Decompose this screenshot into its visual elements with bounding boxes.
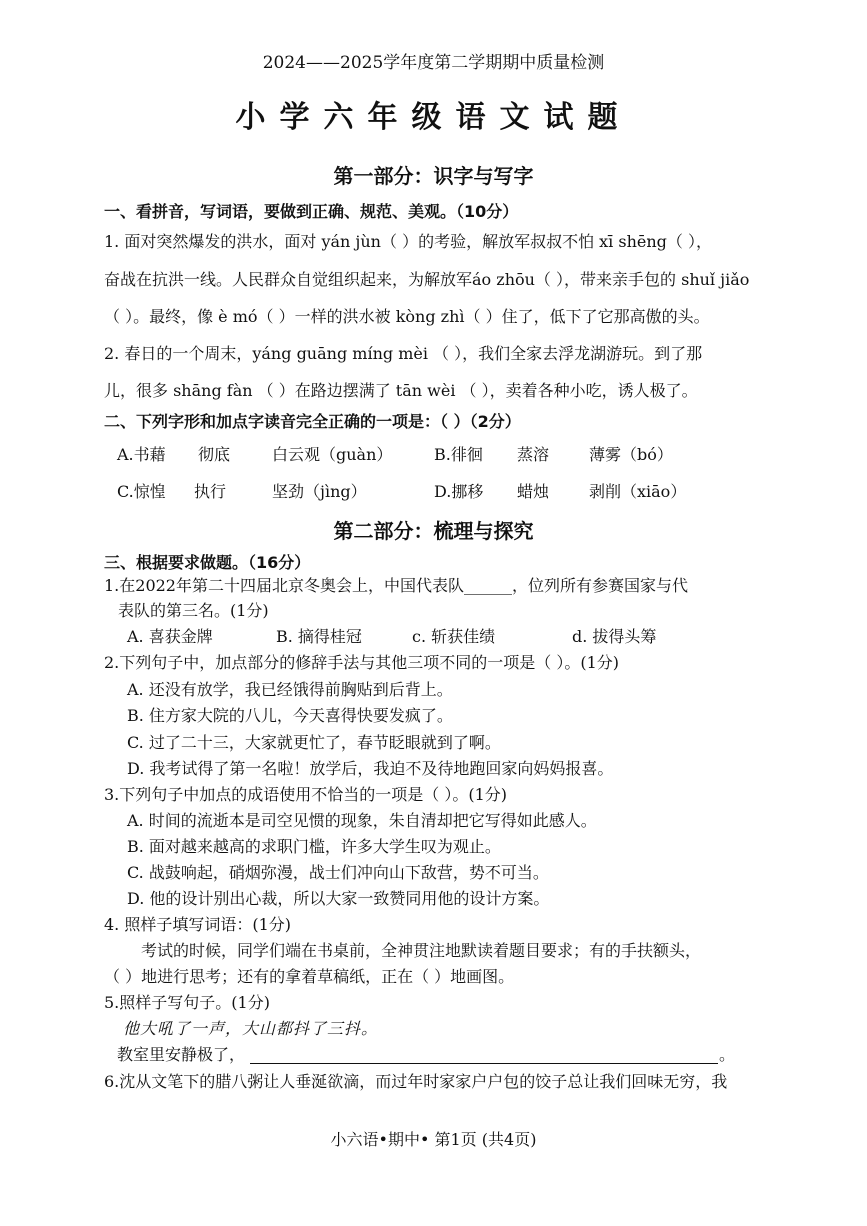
option-c-word1: C.惊惶 <box>117 482 166 501</box>
p2-q2-title: 2.下列句子中，加点部分的修辞手法与其他三项不同的一项是（ ）。(1分) <box>104 653 620 672</box>
option-c-word2: 执行 <box>194 482 227 501</box>
option-d-word2: 蜡烛 <box>517 482 550 501</box>
p2-q4-line1: 考试的时候，同学们端在书桌前，全神贯注地默读着题目要求；有的手扶额头， <box>141 941 702 960</box>
option-b-word2: 蒸溶 <box>517 445 550 464</box>
p2-q1-opt-c: c. 斩获佳绩 <box>412 627 496 646</box>
section3-title: 三、根据要求做题。（16分） <box>104 553 311 572</box>
p2-q5-title: 5.照样子写句子。(1分) <box>104 993 270 1012</box>
q1-line2: 奋战在抗洪一线。人民群众自觉组织起来，为解放军áo zhōu（ ），带来亲手包的 shuǐ jiǎo <box>104 270 750 289</box>
q2-line1: 2. 春日的一个周末，yáng guāng míng mèi （ ），我们全家去浮龙湖游玩。到了那 <box>104 344 703 363</box>
option-b-word3: 薄雾（bó） <box>589 445 673 464</box>
p2-q1-line1: 1.在2022年第二十四届北京冬奥会上，中国代表队______，位列所有参赛国家与代 <box>104 576 688 595</box>
p2-q3-opt-c: C. 战鼓响起，硝烟弥漫，战士们冲向山下敌营，势不可当。 <box>127 863 549 882</box>
section1-title: 一、看拼音，写词语，要做到正确、规范、美观。（10分） <box>104 202 519 221</box>
p2-q5-prompt: 教室里安静极了， <box>117 1045 246 1064</box>
p2-q3-opt-a: A. 时间的流逝本是司空见惯的现象，朱自清却把它写得如此感人。 <box>127 811 597 830</box>
section2-title: 二、下列字形和加点字读音完全正确的一项是：（ ）（2分） <box>104 412 521 431</box>
p2-q4-title: 4. 照样子填写词语：(1分) <box>104 915 292 934</box>
option-d-word1: D.挪移 <box>434 482 484 501</box>
q1-line1: 1. 面对突然爆发的洪水，面对 yán jùn（ ）的考验，解放军叔叔不怕 xī shēng（ ）， <box>104 232 712 251</box>
p2-q3-title: 3.下列句子中加点的成语使用不恰当的一项是（ ）。(1分) <box>104 785 508 804</box>
p2-q5-example: 他大吼了一声，大山都抖了三抖。 <box>123 1019 379 1038</box>
p2-q4-line2: （ ）地进行思考；还有的拿着草稿纸，正在（ ）地画图。 <box>104 967 515 986</box>
option-a-word3: 白云观（guàn） <box>272 445 393 464</box>
option-a-word2: 彻底 <box>198 445 231 464</box>
part1-title: 第一部分：识字与写字 <box>333 164 534 188</box>
q1-line3: （ ）。最终，像 è mó（ ）一样的洪水被 kòng zhì（ ）住了，低下了它那高傲的头。 <box>104 307 710 326</box>
p2-q2-opt-b: B. 住方家大院的八儿，今天喜得快要发疯了。 <box>127 706 453 725</box>
q2-line2: 儿，很多 shāng fàn （ ）在路边摆满了 tān wèi （ ），卖着各种小吃，诱人极了。 <box>104 381 698 400</box>
p2-q2-opt-d: D. 我考试得了第一名啦！放学后，我迫不及待地跑回家向妈妈报喜。 <box>127 759 614 778</box>
page-title: 小学六年级语文试题 <box>235 100 632 135</box>
option-d-word3: 剥削（xiāo） <box>589 482 687 501</box>
option-a-word1: A.书藉 <box>117 445 166 464</box>
p2-q5-end: 。 <box>719 1045 736 1064</box>
exam-term: 2024——2025学年度第二学期期中质量检测 <box>262 53 605 73</box>
answer-line[interactable] <box>250 1063 718 1064</box>
page-footer: 小六语•期中• 第1页 (共4页) <box>330 1130 537 1149</box>
p2-q1-opt-b: B. 摘得桂冠 <box>276 627 362 646</box>
p2-q2-opt-a: A. 还没有放学，我已经饿得前胸贴到后背上。 <box>127 680 453 699</box>
option-b-word1: B.徘徊 <box>434 445 483 464</box>
p2-q6-line1: 6.沈从文笔下的腊八粥让人垂涎欲滴，而过年时家家户户包的饺子总让我们回味无穷，我 <box>104 1072 728 1091</box>
p2-q1-opt-d: d. 拔得头筹 <box>572 627 657 646</box>
part2-title: 第二部分：梳理与探究 <box>333 519 534 543</box>
p2-q1-opt-a: A. 喜获金牌 <box>127 627 213 646</box>
option-c-word3: 坚劲（jìng） <box>272 482 367 501</box>
p2-q2-opt-c: C. 过了二十三，大家就更忙了，春节眨眼就到了啊。 <box>127 733 501 752</box>
p2-q3-opt-d: D. 他的设计别出心裁，所以大家一致赞同用他的设计方案。 <box>127 889 550 908</box>
p2-q1-line2: 表队的第三名。(1分) <box>118 601 269 620</box>
p2-q3-opt-b: B. 面对越来越高的求职门槛，许多大学生叹为观止。 <box>127 837 501 856</box>
